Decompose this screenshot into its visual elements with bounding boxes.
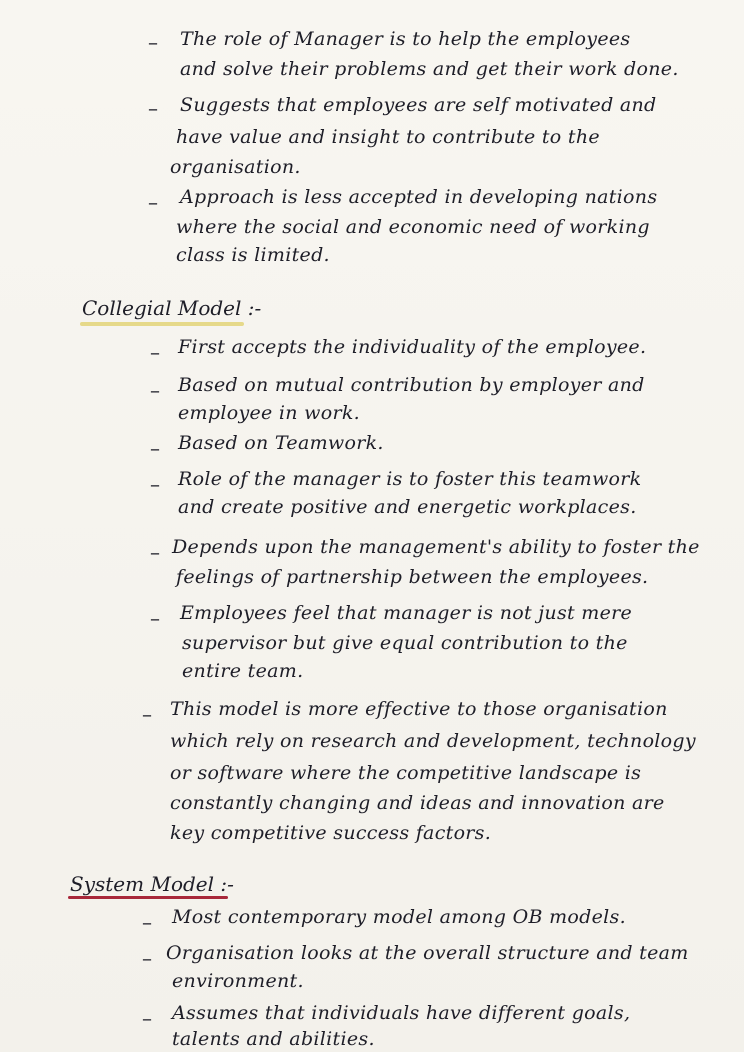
note-line: feelings of partnership between the employees. [176,566,649,588]
note-line: employee in work. [178,402,360,424]
note-line: have value and insight to contribute to the [176,126,600,148]
bullet-dash: – [150,540,160,564]
note-line: constantly changing and ideas and innovation are [170,792,665,814]
note-line: Suggests that employees are self motivated and [180,94,657,116]
note-line: Organisation looks at the overall structure and team [166,942,689,964]
bullet-dash: – [148,190,158,214]
section-heading-system: System Model :- [70,872,234,896]
section-heading-collegial: Collegial Model :- [82,296,262,320]
note-line: and solve their problems and get their work done. [180,58,679,80]
note-line: supervisor but give equal contribution to the [182,632,628,654]
note-line: which rely on research and development, technology [170,730,696,752]
note-line: entire team. [182,660,304,682]
bullet-dash: – [150,340,160,364]
note-line: This model is more effective to those organisation [170,698,668,720]
bullet-dash: – [142,702,152,726]
note-line: or software where the competitive landscape is [170,762,642,784]
note-line: Based on mutual contribution by employer and [178,374,645,396]
note-line: Approach is less accepted in developing nations [180,186,658,208]
note-line: talents and abilities. [172,1028,375,1050]
note-line: Depends upon the management's ability to foster the [172,536,700,558]
note-line: environment. [172,970,304,992]
note-line: Employees feel that manager is not just mere [180,602,633,624]
bullet-dash: – [150,436,160,460]
note-line: where the social and economic need of working [176,216,650,238]
bullet-dash: – [150,378,160,402]
heading-underline [80,322,244,326]
note-line: and create positive and energetic workplaces. [178,496,637,518]
note-line: First accepts the individuality of the employee. [178,336,647,358]
note-line: The role of Manager is to help the employees [180,28,631,50]
note-line: Based on Teamwork. [178,432,384,454]
bullet-dash: – [148,96,158,120]
note-line: Assumes that individuals have different goals, [172,1002,631,1024]
note-line: class is limited. [176,244,330,266]
heading-underline [68,896,228,899]
bullet-dash: – [142,1006,152,1030]
note-line: Most contemporary model among OB models. [172,906,626,928]
note-line: organisation. [170,156,301,178]
bullet-dash: – [142,946,152,970]
bullet-dash: – [150,472,160,496]
bullet-dash: – [148,30,158,54]
bullet-dash: – [142,910,152,934]
note-line: key competitive success factors. [170,822,492,844]
note-line: Role of the manager is to foster this teamwork [178,468,642,490]
bullet-dash: – [150,606,160,630]
